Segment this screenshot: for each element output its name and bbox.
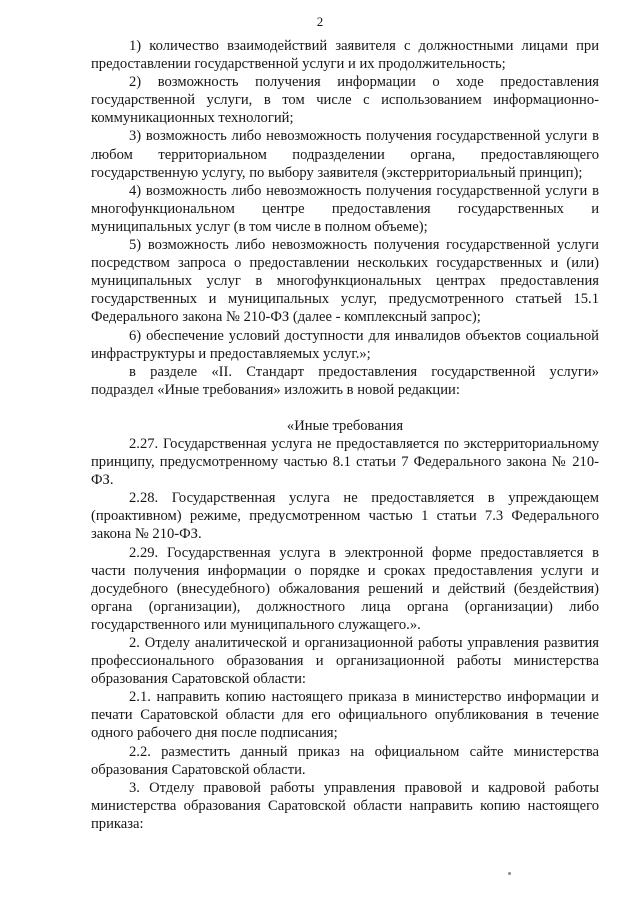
paragraph-interactions-count: 1) количество взаимодействий заявителя с должностными лицами при предоставлении государственной услуги и их продолжительность; [91,38,599,73]
scan-speck [508,872,511,875]
paragraph-accessibility: 6) обеспечение условий доступности для инвалидов объектов социальной инфраструктуры и предоставляемых услуг.»; [91,327,599,362]
section-heading: «Иные требования [286,417,404,434]
document-body [91,37,599,833]
page-number: 2 [316,14,324,29]
paragraph-item-2-2: 2.2. разместить данный приказ на официальном сайте министерства образования Саратовской области. [91,743,599,778]
paragraph-complex-request: 5) возможность либо невозможность получения государственной услуги посредством запроса о предоставлении нескольких государственных и (или) муниципальных услуг в многофункциональных центрах предоставления государственных и муниципальных услуг, предусмотренного статьей 15.1 Федерального закона № 210-ФЗ (далее - комплексный запрос); [91,237,599,326]
paragraph-2-29: 2.29. Государственная услуга в электронной форме предоставляется в части получения информации о порядке и сроках предоставления услуги и досудебного (внесудебного) обжалования решений и действий (бездействия) органа (организации), должностного лица органа (организации) либо государственного или муниципального служащего.». [91,544,599,633]
paragraph-2-28: 2.28. Государственная услуга не предоставляется в упреждающем (проактивном) режиме, предусмотренном частью 1 статьи 7.3 Федерального закона № 210-ФЗ. [91,490,599,543]
paragraph-2-27: 2.27. Государственная услуга не предоставляется по экстерриториальному принципу, предусмотренному частью 8.1 статьи 7 Федерального закона № 210-ФЗ. [91,435,599,489]
paragraph-section-amendment: в разделе «II. Стандарт предоставления государственной услуги» подраздел «Иные требования» изложить в новой редакции: [91,363,599,398]
paragraph-item-3: 3. Отделу правовой работы управления правовой и кадровой работы министерства образования Саратовской области направить копию настоящего приказа: [91,779,599,832]
paragraph-item-2: 2. Отделу аналитической и организационной работы управления развития профессионального образования и организационной работы министерства образования Саратовской области: [91,635,599,688]
paragraph-extraterritorial: 3) возможность либо невозможность получения государственной услуги в любом территориальном подразделении органа, предоставляющего государственную услугу, по выбору заявителя (экстерриториальный принцип); [91,128,599,181]
paragraph-item-2-1: 2.1. направить копию настоящего приказа в министерство информации и печати Саратовской области для его официального опубликования в течение одного рабочего дня после подписания; [91,689,599,742]
paragraph-progress-info: 2) возможность получения информации о ходе предоставления государственной услуги, в том числе с использованием информационно-коммуникационных технологий; [91,74,599,127]
paragraph-mfc: 4) возможность либо невозможность получения государственной услуги в многофункциональном центре предоставления государственных и муниципальных услуг (в том числе в полном объеме); [91,182,599,235]
